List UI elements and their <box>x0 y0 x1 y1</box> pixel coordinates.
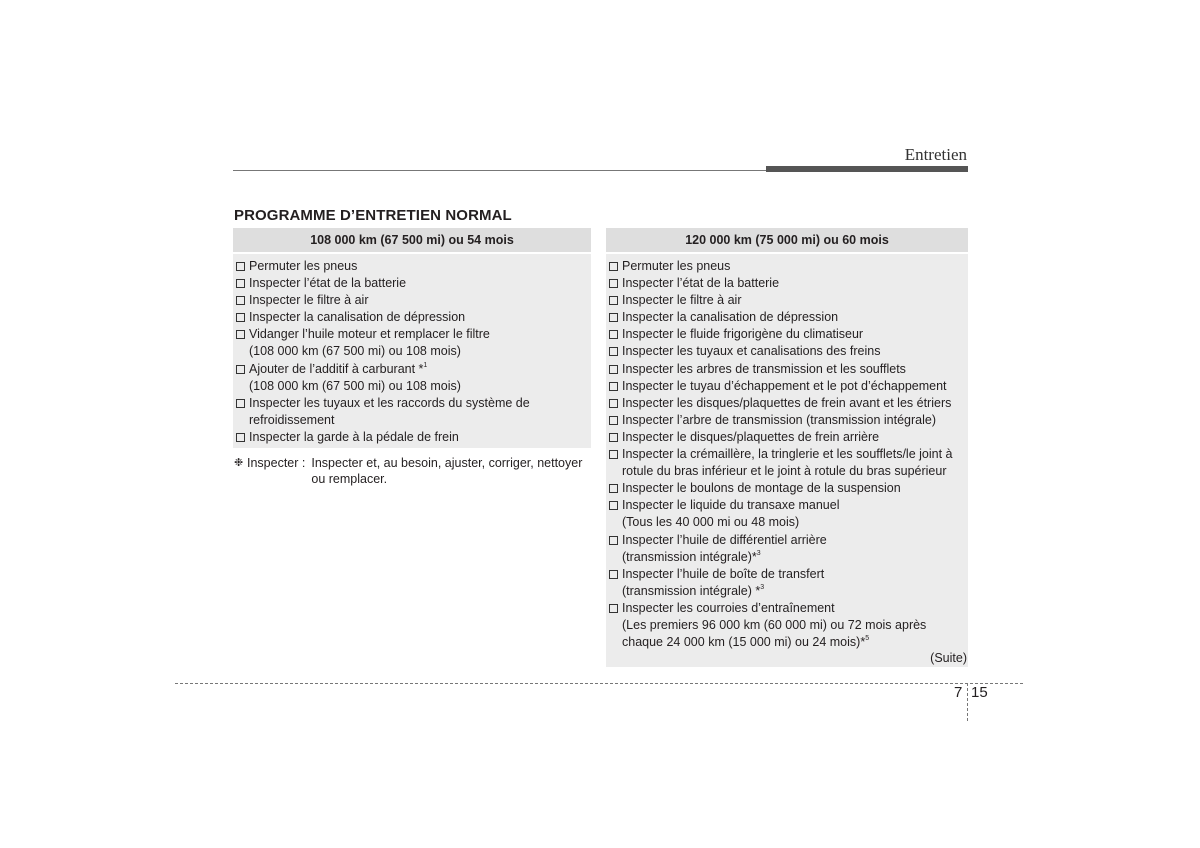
checklist-item <box>606 480 968 497</box>
checkbox-icon <box>236 313 245 322</box>
checklist-item <box>233 309 591 326</box>
checklist-item-continuation <box>622 583 968 600</box>
checkbox-icon <box>609 536 618 545</box>
checklist-item-text: Inspecter le fluide frigorigène du climatiseur <box>622 327 864 342</box>
checklist-item-continuation <box>249 378 591 395</box>
checkbox-icon <box>609 416 618 425</box>
checklist-item-continuation <box>622 634 968 651</box>
checklist-item-text: Inspecter les arbres de transmission et les soufflets <box>622 361 906 376</box>
checkbox-icon <box>609 296 618 305</box>
checklist-item-continuation <box>622 514 968 531</box>
checkbox-icon <box>236 399 245 408</box>
checkbox-icon <box>609 433 618 442</box>
checklist-item-continuation <box>249 412 591 429</box>
checklist-item-text: Inspecter l’arbre de transmission (transmission intégrale) <box>622 412 937 427</box>
continuation-text: chaque 24 000 km (15 000 mi) ou 24 mois)* <box>622 635 866 650</box>
checklist-item <box>606 275 968 292</box>
checklist-item <box>233 275 591 292</box>
checklist-item <box>606 566 968 600</box>
checklist-item-text: Inspecter les tuyaux et canalisations des freins <box>622 344 881 359</box>
footnote-term: Inspecter : <box>247 456 306 471</box>
checklist-item-continuation <box>622 549 968 566</box>
checklist-item-text: Permuter les pneus <box>622 259 731 273</box>
checklist-item-text: Inspecter la garde à la pédale de frein <box>249 429 459 444</box>
continuation-text: refroidissement <box>249 412 335 427</box>
checklist-item-text: Inspecter les tuyaux et les raccords du système de <box>249 395 530 410</box>
footnote-ref: 1 <box>423 361 428 369</box>
checklist-item-text: Ajouter de l’additif à carburant * <box>249 361 424 376</box>
page-number: 15 <box>971 684 988 701</box>
checklist-item <box>606 395 968 412</box>
continuation-text: (108 000 km (67 500 mi) ou 108 mois) <box>249 344 461 359</box>
header-rule-accent <box>766 166 968 172</box>
checklist-item <box>606 258 968 275</box>
checklist-item-continuation <box>622 617 968 634</box>
left-schedule-column <box>233 228 591 487</box>
right-schedule-column <box>606 228 968 667</box>
continuation-text: rotule du bras inférieur et le joint à rotule du bras supérieur <box>622 464 947 479</box>
section-title: PROGRAMME D’ENTRETIEN NORMAL <box>234 207 512 224</box>
checklist-item-continuation <box>622 463 968 480</box>
checklist-item <box>606 600 968 651</box>
checkbox-icon <box>609 604 618 613</box>
checklist-item <box>233 326 591 360</box>
checkbox-icon <box>609 313 618 322</box>
chapter-number: 7 <box>954 684 963 701</box>
checklist-item <box>606 378 968 395</box>
checklist-item-text: Inspecter les courroies d’entraînement <box>622 600 835 615</box>
checklist-item-text: Inspecter le filtre à air <box>622 293 742 308</box>
footnote-ref: 5 <box>865 635 870 643</box>
checklist-item-text: Inspecter le disques/plaquettes de frein arrière <box>622 429 880 444</box>
checklist-item <box>606 412 968 429</box>
footnote-definition: Inspecter et, au besoin, ajuster, corriger, nettoyer ou remplacer. <box>311 456 583 487</box>
checklist-item <box>233 361 591 395</box>
checklist-item <box>606 326 968 343</box>
checklist-item-text: Inspecter la canalisation de dépression <box>622 310 839 325</box>
checklist-item-text: Permuter les pneus <box>249 259 358 273</box>
continuation-text: (108 000 km (67 500 mi) ou 108 mois) <box>249 378 461 393</box>
checkbox-icon <box>609 279 618 288</box>
checklist-item <box>606 361 968 378</box>
checkbox-icon <box>236 330 245 339</box>
footnote-ref: 3 <box>756 549 761 557</box>
checklist-item-text: Inspecter la crémaillère, la tringlerie et les soufflets/le joint à <box>622 447 953 462</box>
checkbox-icon <box>609 399 618 408</box>
checklist-item-text: Inspecter le liquide du transaxe manuel <box>622 498 840 513</box>
checkbox-icon <box>609 570 618 579</box>
continuation-text: (Tous les 40 000 mi ou 48 mois) <box>622 515 800 530</box>
checklist-item-continuation <box>249 343 591 360</box>
checklist-item <box>606 446 968 480</box>
checklist-item <box>606 309 968 326</box>
footer-rule <box>175 683 1023 684</box>
checklist-item-text: Inspecter les disques/plaquettes de frein avant et les étriers <box>622 395 952 410</box>
checklist-item-text: Inspecter le boulons de montage de la suspension <box>622 481 901 496</box>
checkbox-icon <box>236 433 245 442</box>
checkbox-icon <box>236 262 245 271</box>
checklist-item-text: Inspecter la canalisation de dépression <box>249 310 466 325</box>
checklist-item-text: Inspecter l’état de la batterie <box>622 276 780 291</box>
checkbox-icon <box>609 382 618 391</box>
continuation-text: (Les premiers 96 000 km (60 000 mi) ou 72 mois après <box>622 617 927 632</box>
continuation-text: (transmission intégrale)* <box>622 549 757 564</box>
checklist-item <box>233 395 591 429</box>
continued-label: (Suite) <box>930 651 967 666</box>
checklist-item <box>606 343 968 360</box>
footnote-ref: 3 <box>760 583 765 591</box>
checklist-item-text: Vidanger l’huile moteur et remplacer le filtre <box>249 327 490 342</box>
checkbox-icon <box>609 365 618 374</box>
checklist-item <box>233 292 591 309</box>
running-header-title: Entretien <box>904 145 967 164</box>
checkbox-icon <box>609 450 618 459</box>
left-column-heading: 108 000 km (67 500 mi) ou 54 mois <box>233 228 591 252</box>
checkbox-icon <box>609 484 618 493</box>
checklist-item-text: Inspecter l’huile de différentiel arrière <box>622 532 827 547</box>
checklist-item <box>606 497 968 531</box>
left-checklist <box>233 254 591 448</box>
checklist-item-text: Inspecter l’huile de boîte de transfert <box>622 566 825 581</box>
inspect-footnote <box>233 455 591 487</box>
page-number-divider <box>967 683 968 721</box>
checkbox-icon <box>609 330 618 339</box>
checklist-item-text: Inspecter le tuyau d’échappement et le pot d’échappement <box>622 378 947 393</box>
continuation-text: (transmission intégrale) * <box>622 583 761 598</box>
checkbox-icon <box>236 279 245 288</box>
checklist-item-text: Inspecter le filtre à air <box>249 293 369 308</box>
checklist-item <box>606 292 968 309</box>
checklist-item-text: Inspecter l’état de la batterie <box>249 276 407 291</box>
footnote-asterisk-icon: ❉ <box>234 457 244 470</box>
checkbox-icon <box>609 347 618 356</box>
right-checklist <box>606 254 968 667</box>
checkbox-icon <box>236 296 245 305</box>
checklist-item <box>233 258 591 275</box>
checklist-item <box>606 429 968 446</box>
checklist-item <box>233 429 591 446</box>
checkbox-icon <box>236 365 245 374</box>
checkbox-icon <box>609 262 618 271</box>
checklist-item <box>606 532 968 566</box>
checkbox-icon <box>609 501 618 510</box>
right-column-heading: 120 000 km (75 000 mi) ou 60 mois <box>606 228 968 252</box>
